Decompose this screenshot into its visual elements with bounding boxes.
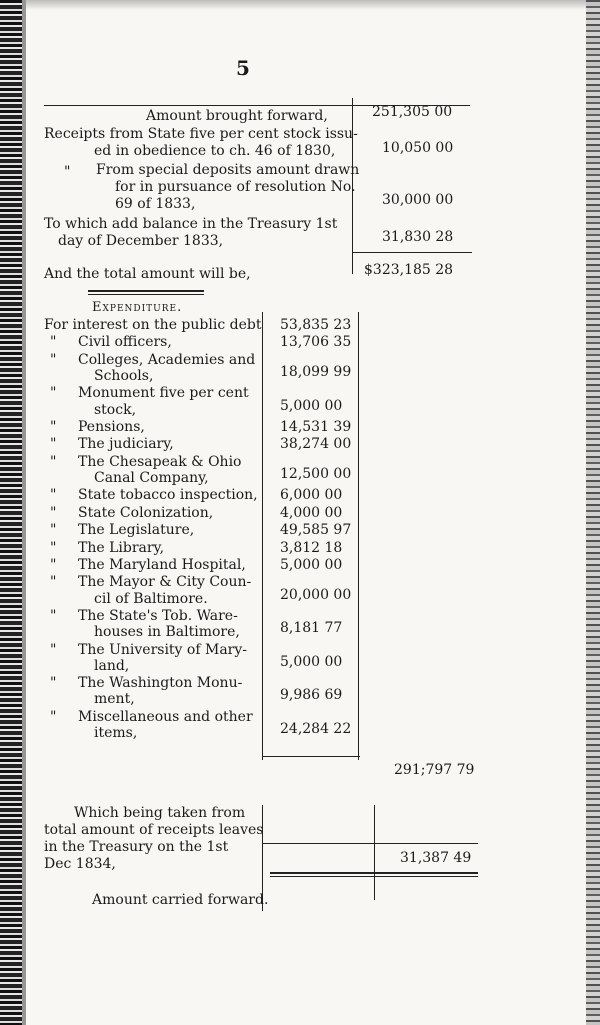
expenditure-item-label: For interest on the public debt <box>44 317 262 333</box>
expenditure-item-value: 49,585 97 <box>280 522 352 539</box>
total-label: And the total amount will be, <box>44 266 251 282</box>
expenditure-item-label: Miscellaneous and other <box>78 708 253 725</box>
expenditure-item-label: stock, <box>94 401 137 418</box>
expenditure-item-value: 38,274 00 <box>280 436 352 453</box>
remaining-rule-top <box>262 843 478 844</box>
balance-value: 31,830 28 <box>382 229 454 245</box>
expenditure-item-label: land, <box>94 657 130 674</box>
expenditure-item-label: cil of Baltimore. <box>94 590 208 607</box>
expenditure-item-value: 5,000 00 <box>280 557 343 573</box>
expenditure-item-value: 13,706 35 <box>280 334 352 351</box>
ditto-mark: " <box>64 164 71 180</box>
deposits-line-1: From special deposits amount drawn <box>96 162 360 178</box>
ditto-mark: " <box>50 608 57 624</box>
expenditure-item-label: Canal Company, <box>94 470 209 486</box>
expenditure-item-value: 24,284 22 <box>280 721 352 737</box>
expenditure-item-label: Monument five per cent <box>78 385 249 402</box>
expenditure-item-label: items, <box>94 725 138 741</box>
remaining-line-4: Dec 1834, <box>44 856 116 872</box>
remaining-line-2: total amount of receipts leaves <box>44 822 264 838</box>
expenditure-item-value: 18,099 99 <box>280 364 352 380</box>
expenditure-sum-rule <box>262 756 360 757</box>
expenditure-item-value: 8,181 77 <box>280 620 343 637</box>
expenditure-right-rule <box>358 312 359 760</box>
ditto-mark: " <box>50 675 57 692</box>
ditto-mark: " <box>50 351 57 368</box>
expenditure-item-value: 5,000 00 <box>280 397 343 414</box>
ditto-mark: " <box>50 436 57 453</box>
ditto-mark: " <box>50 385 57 402</box>
remaining-line-3: in the Treasury on the 1st <box>44 839 229 855</box>
expenditure-item-value: 5,000 00 <box>280 653 343 670</box>
stock-line-2: ed in obedience to ch. 46 of 1830, <box>94 143 336 159</box>
expenditure-rule-bottom <box>88 294 204 295</box>
deposits-value: 30,000 00 <box>382 192 454 208</box>
deposits-line-3: 69 of 1833, <box>115 196 196 212</box>
ditto-mark: " <box>50 574 57 591</box>
total-value: $323,185 28 <box>364 262 454 278</box>
top-edge <box>26 0 586 10</box>
expenditure-item-label: The Washington Monu- <box>78 675 243 692</box>
expenditure-item-value: 12,500 00 <box>280 466 352 482</box>
deposits-line-2: for in pursuance of resolution No. <box>115 179 356 195</box>
expenditure-item-label: ment, <box>94 691 135 708</box>
remaining-value: 31,387 49 <box>400 850 472 866</box>
expenditure-item-label: State Colonization, <box>78 504 214 521</box>
expenditure-item-value: 20,000 00 <box>280 586 352 603</box>
expenditure-item-label: Schools, <box>94 368 154 384</box>
balance-line-1: To which add balance in the Treasury 1st <box>44 216 338 232</box>
expenditure-item-label: The Library, <box>78 539 165 556</box>
page-edge <box>586 0 600 1025</box>
book-spine <box>0 0 22 1025</box>
ditto-mark: " <box>50 522 57 539</box>
balance-right-rule <box>374 805 375 900</box>
stock-value: 10,050 00 <box>382 140 454 156</box>
expenditure-item-value: 9,986 69 <box>280 687 343 704</box>
brought-forward-label: Amount brought forward, <box>146 108 328 124</box>
ditto-mark: " <box>50 504 57 521</box>
ditto-mark: " <box>50 453 57 470</box>
expenditure-item-label: The judiciary, <box>78 436 174 453</box>
spine-shadow <box>22 0 26 1025</box>
expenditure-item-label: houses in Baltimore, <box>94 624 240 641</box>
expenditure-item-label: State tobacco inspection, <box>78 487 258 504</box>
expenditure-item-label: The Chesapeak & Ohio <box>78 453 242 470</box>
balance-line-2: day of December 1833, <box>58 233 224 249</box>
expenditure-item-label: The University of Mary- <box>78 641 247 658</box>
expenditure-item-value: 4,000 00 <box>280 504 343 521</box>
ditto-mark: " <box>50 487 57 504</box>
expenditure-item-label: The Maryland Hospital, <box>78 557 246 573</box>
ditto-mark: " <box>50 539 57 556</box>
brought-forward-value: 251,305 00 <box>372 104 453 120</box>
stock-line-1: Receipts from State five per cent stock issu- <box>44 126 358 142</box>
ditto-mark: " <box>50 419 57 435</box>
expenditure-item-label: The Legislature, <box>78 522 195 539</box>
total-rule <box>352 252 472 253</box>
expenditure-item-label: Civil officers, <box>78 334 172 351</box>
expenditure-total-value: 291;797 79 <box>394 762 475 778</box>
page-number: 5 <box>236 56 250 80</box>
expenditure-item-label: Pensions, <box>78 419 145 435</box>
expenditure-item-value: 53,835 23 <box>280 317 352 333</box>
ditto-mark: " <box>50 641 57 658</box>
remaining-rule-double-1 <box>270 872 478 874</box>
carried-forward-label: Amount carried forward. <box>92 892 269 908</box>
ditto-mark: " <box>50 557 57 573</box>
expenditure-item-label: The State's Tob. Ware- <box>78 608 238 624</box>
expenditure-item-value: 14,531 39 <box>280 419 352 435</box>
expenditure-left-rule <box>262 312 263 760</box>
remaining-line-1: Which being taken from <box>74 805 246 821</box>
expenditure-heading: Expenditure. <box>92 300 183 315</box>
expenditure-item-value: 6,000 00 <box>280 487 343 504</box>
expenditure-item-label: The Mayor & City Coun- <box>78 574 252 591</box>
expenditure-item-value: 3,812 18 <box>280 539 343 556</box>
expenditure-rule-top <box>88 290 204 292</box>
expenditure-item-label: Colleges, Academies and <box>78 351 256 368</box>
ditto-mark: " <box>50 708 57 725</box>
ditto-mark: " <box>50 334 57 351</box>
remaining-rule-double-2 <box>270 876 478 877</box>
